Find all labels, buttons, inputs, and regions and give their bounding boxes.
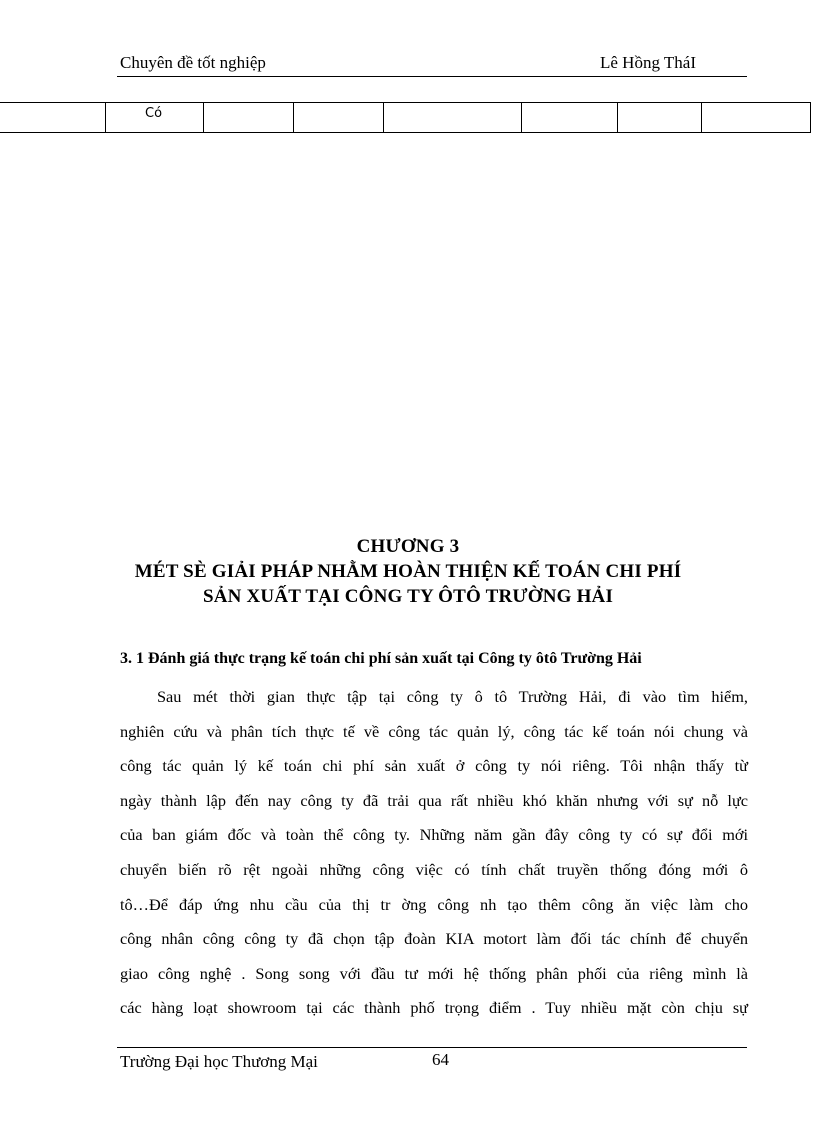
table-column-divider [293,102,294,133]
paragraph-line: ngày thành lập đến nay công ty đã trải qua rất nhiều khó khăn nhưng với sự nỗ lực [120,790,748,810]
paragraph-line: công nhân công công ty đã chọn tập đoàn KIA motort làm đối tác chính để chuyển [120,929,748,949]
table-column-divider [383,102,384,133]
table-column-divider [617,102,618,133]
table-column-divider [203,102,204,133]
table-column-divider [810,102,811,133]
header-author: Lê Hồng TháI [600,53,696,72]
table-cell: Có [145,106,163,121]
paragraph-line: công tác quản lý kế toán chi phí sản xuất ở công ty nói riêng. Tôi nhận thấy từ [120,756,748,776]
footer-university: Trường Đại học Thương Mại [120,1052,318,1071]
section-heading: 3. 1 Đánh giá thực trạng kế toán chi phí sản xuất tại Công ty ôtô Trường Hải [120,650,642,667]
table-column-divider [105,102,106,133]
body-paragraph [120,680,748,1026]
chapter-title-line-1: MÉT SÈ GIẢI PHÁP NHẰM HOÀN THIỆN KẾ TOÁN CHI PHÍ [134,561,682,582]
table-column-divider [701,102,702,133]
paragraph-line: chuyển biến rõ rệt ngoài những công việc có tính chất truyền thống đóng mới ô [120,859,748,879]
table-column-divider [521,102,522,133]
footer-rule [117,1047,747,1048]
paragraph-line: tô…Để đáp ứng nhu cầu của thị tr ờng công nh tạo thêm công ăn việc làm cho [120,894,748,914]
header-rule [117,76,747,77]
paragraph-line: nghiên cứu và phân tích thực tế về công tác quản lý, công tác kế toán nói chung và [120,721,748,741]
chapter-title-line-2: SẢN XUẤT TẠI CÔNG TY ÔTÔ TRƯỜNG HẢI [202,586,614,607]
page-number: 64 [432,1050,449,1069]
paragraph-line: Sau mét thời gian thực tập tại công ty ô tô Trường Hải, đi vào tìm hiểm, [157,687,748,706]
table-row [0,102,811,133]
header-left-title: Chuyên đề tốt nghiệp [120,53,266,72]
paragraph-line: của ban giám đốc và toàn thể công ty. Những năm gần đây công ty có sự đổi mới [120,825,748,845]
chapter-number: CHƯƠNG 3 [356,536,460,557]
paragraph-line: giao công nghệ . Song song với đầu tư mới hệ thống phân phối của riêng mình là [120,963,748,983]
paragraph-line: các hàng loạt showroom tại các thành phố trọng điểm . Tuy nhiều mặt còn chịu sự [120,998,748,1018]
